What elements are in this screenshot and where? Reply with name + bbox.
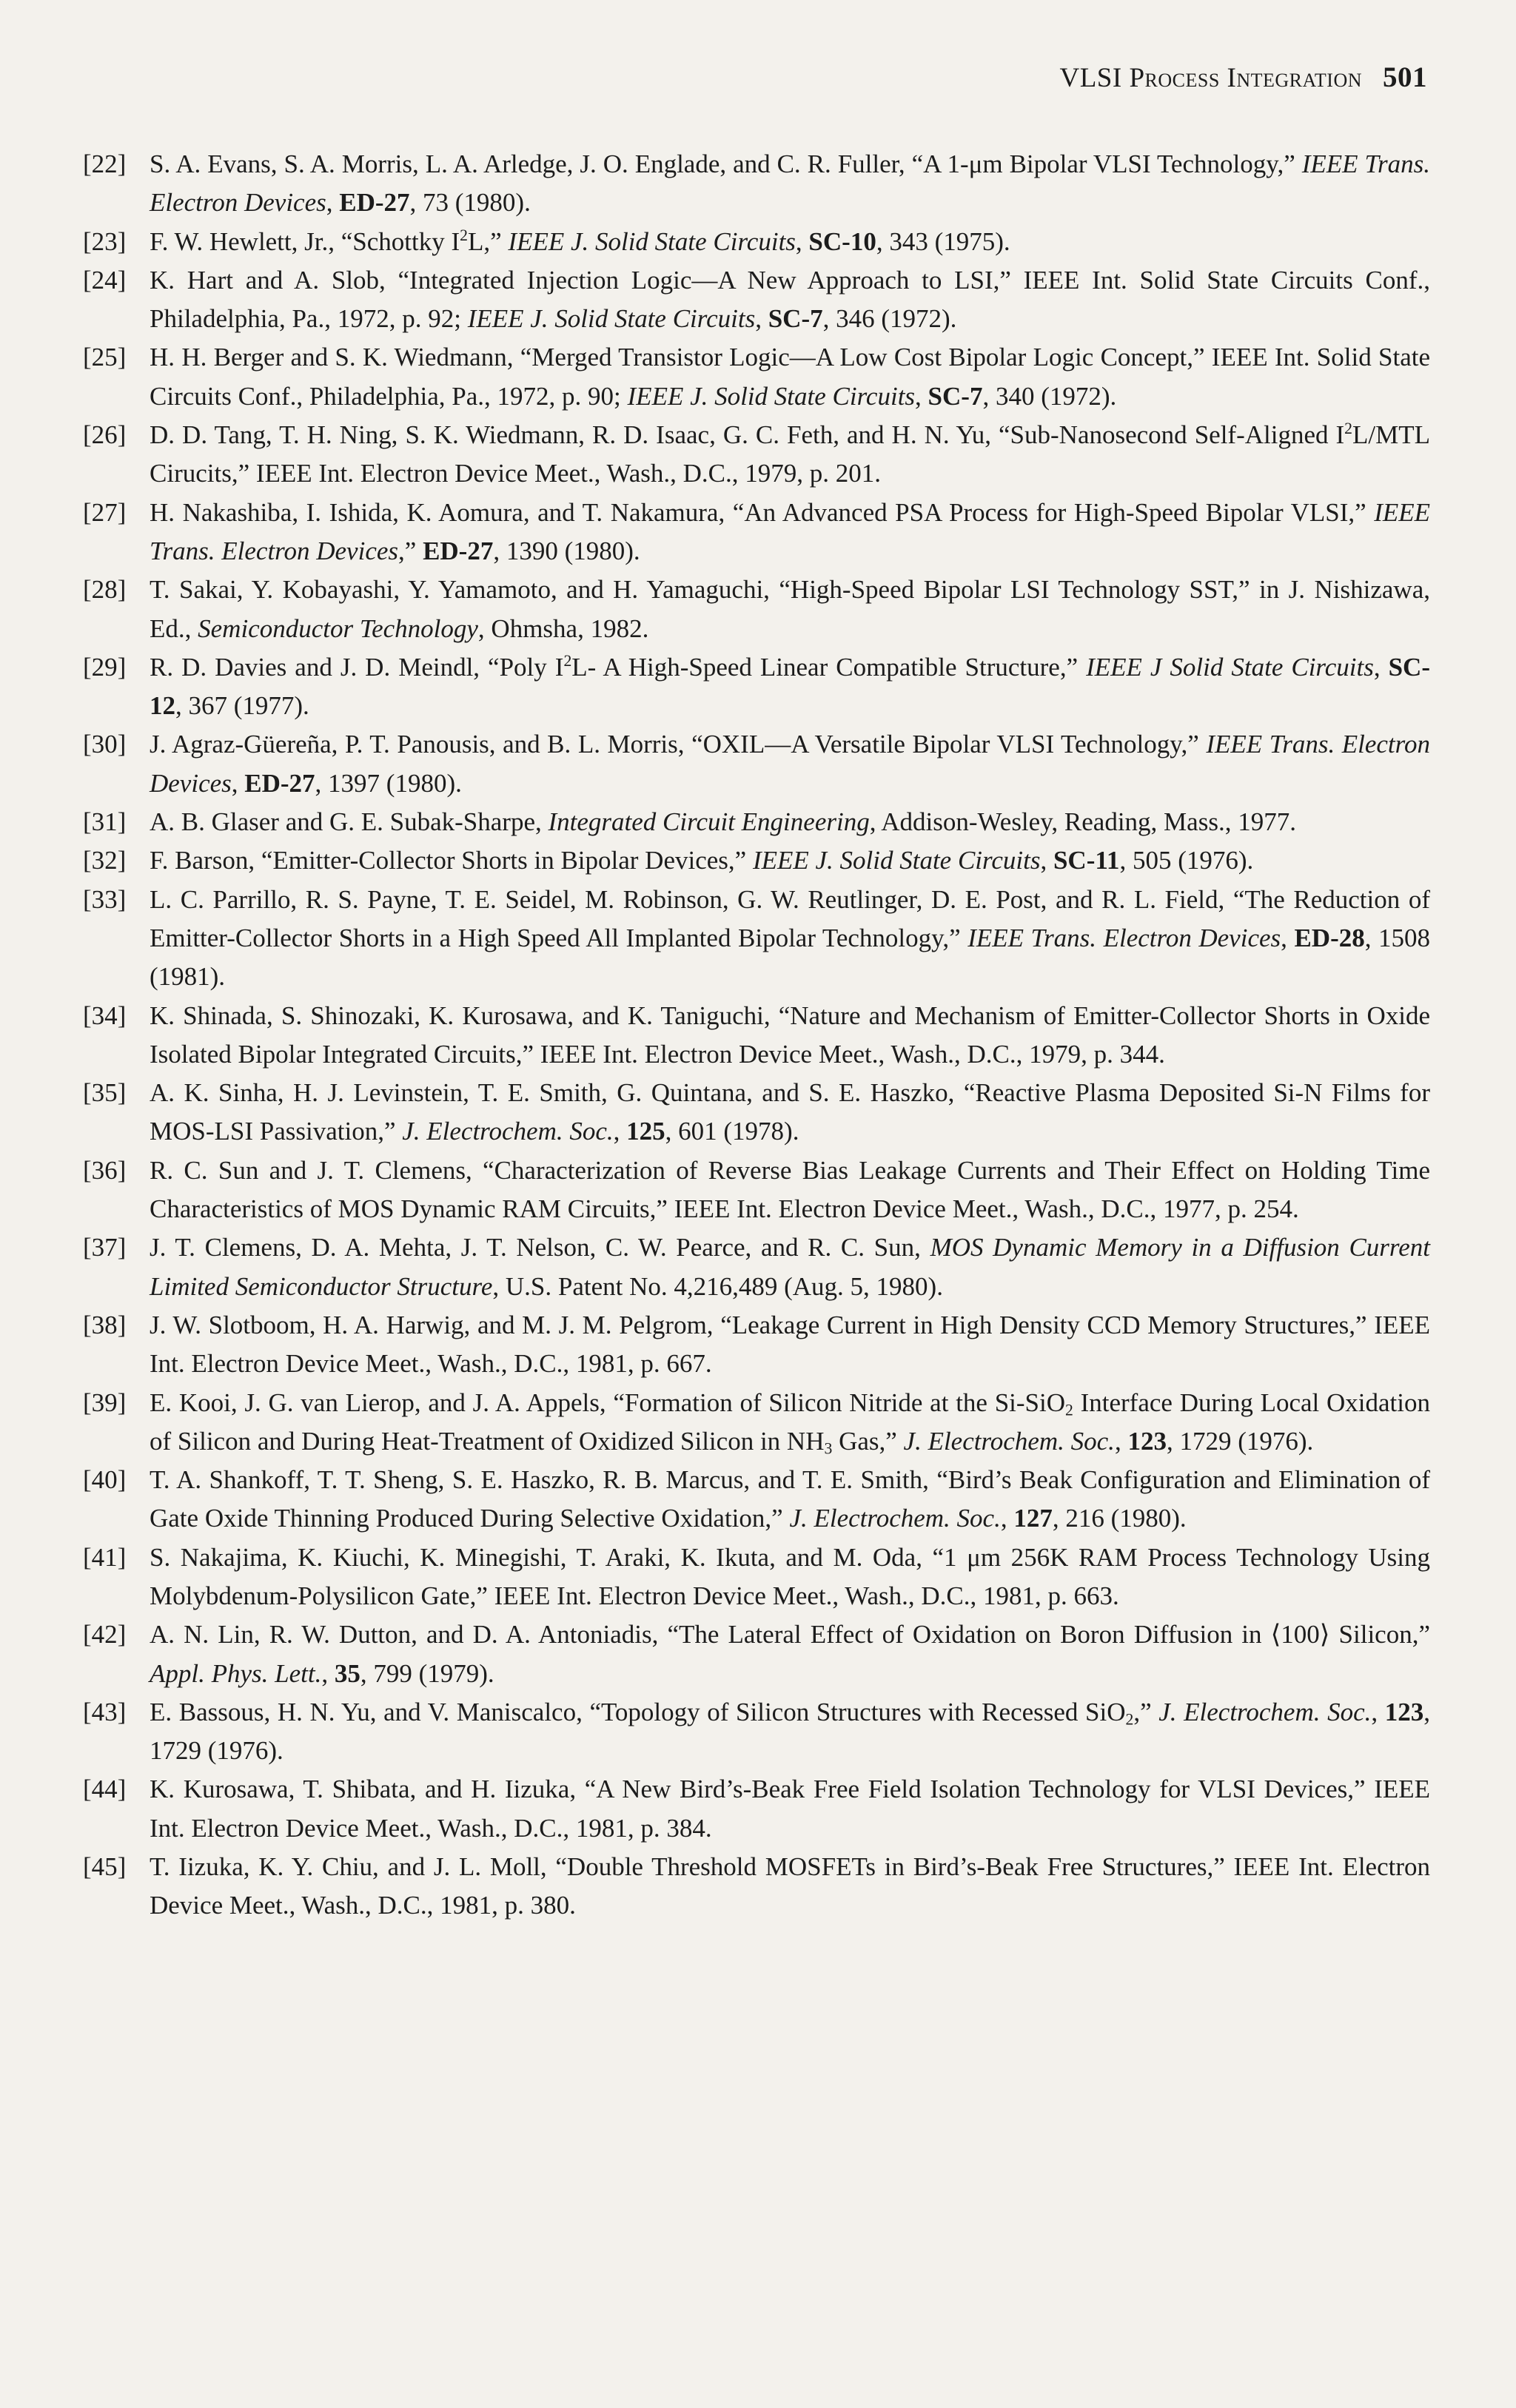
reference-text-segment: T. A. Shankoff, T. T. Sheng, S. E. Haszko, R. B. Marcus, and T. E. Smith, “Bird’s Beak Configuration and Elimination of Gate Oxide Thinning Produced During Selective Oxidation,” xyxy=(150,1465,1430,1533)
reference-entry xyxy=(83,1384,1430,1462)
reference-text xyxy=(150,653,1430,720)
reference-text-segment: , xyxy=(1371,1697,1385,1726)
reference-text-segment: L,” xyxy=(467,226,509,256)
reference-number: [44] xyxy=(83,1775,127,1804)
reference-text-segment: , Addison-Wesley, Reading, Mass., 1977. xyxy=(869,807,1296,837)
reference-text-segment: J. W. Slotboom, H. A. Harwig, and M. J. M. Pelgrom, “Leakage Current in High Density CCD Memory Structures,” IEEE Int. Electron Device Meet., Wash., D.C., 1981, p. 667. xyxy=(150,1310,1430,1379)
reference-text-segment: 2 xyxy=(563,651,572,670)
reference-number: [40] xyxy=(83,1465,127,1495)
reference-text-segment: , U.S. Patent No. 4,216,489 (Aug. 5, 1980). xyxy=(492,1271,943,1301)
reference-text-segment: K. Shinada, S. Shinozaki, K. Kurosawa, and K. Taniguchi, “Nature and Mechanism of Emitter-Collector Shorts in Oxide Isolated Bipolar Integrated Circuits,” IEEE Int. Electron Device Meet., Wash., D.C., 1979, p. 344. xyxy=(150,1000,1430,1069)
reference-text-segment: Interface During Local Oxidation of Silicon and During Heat-Treatment of Oxidized Silicon in NH xyxy=(150,1388,1431,1456)
reference-text-segment: J. Electrochem. Soc. xyxy=(789,1504,1001,1533)
reference-number: [39] xyxy=(83,1388,127,1417)
reference-text xyxy=(150,227,1010,256)
reference-text-segment: A. B. Glaser and G. E. Subak-Sharpe, xyxy=(150,807,549,837)
reference-text-segment: 3 xyxy=(824,1439,833,1458)
reference-text-segment: R. D. Davies and J. D. Meindl, “Poly I xyxy=(150,652,564,682)
reference-text-segment: IEEE Trans. Electron Devices xyxy=(150,730,1430,798)
reference-text-segment: IEEE J. Solid State Circuits xyxy=(752,846,1041,875)
reference-text xyxy=(150,1001,1430,1069)
reference-number: [35] xyxy=(83,1078,127,1108)
reference-text-segment: , 505 (1976). xyxy=(1119,846,1254,875)
reference-text-segment: 123 xyxy=(1127,1426,1167,1456)
reference-text-segment: Semiconductor Technology xyxy=(198,613,478,643)
reference-entry xyxy=(83,1228,1430,1306)
reference-entry xyxy=(83,1693,1430,1771)
reference-text-segment: T. Iizuka, K. Y. Chiu, and J. L. Moll, “Double Threshold MOSFETs in Bird’s-Beak Free Structures,” IEEE Int. Electron Device Meet., Wash., D.C., 1981, p. 380. xyxy=(150,1852,1430,1920)
reference-text-segment: S. Nakajima, K. Kiuchi, K. Minegishi, T. Araki, K. Ikuta, and M. Oda, “1 μm 256K RAM Process Technology Using Molybdenum-Polysilicon Gate,” IEEE Int. Electron Device Meet., Wash., D.C., 1981, p. 663. xyxy=(150,1542,1430,1610)
reference-text-segment: SC-7 xyxy=(768,304,823,334)
reference-number: [36] xyxy=(83,1155,127,1185)
reference-text-segment: IEEE Trans. Electron Devices xyxy=(967,923,1281,952)
reference-text-segment: J. Electrochem. Soc. xyxy=(903,1426,1115,1456)
reference-text xyxy=(150,1543,1430,1610)
reference-number: [41] xyxy=(83,1542,127,1572)
reference-text-segment: F. W. Hewlett, Jr., “Schottky I xyxy=(150,226,460,256)
reference-text-segment: J. Agraz-Güereña, P. T. Panousis, and B. L. Morris, “OXIL—A Versatile Bipolar VLSI Technology,” xyxy=(150,730,1207,759)
reference-text-segment: 2 xyxy=(1125,1710,1134,1729)
reference-number: [33] xyxy=(83,884,127,914)
reference-text-segment: SC-7 xyxy=(928,381,983,411)
reference-number: [27] xyxy=(83,497,127,527)
reference-text-segment: MOS Dynamic Memory in a Diffusion Current Limited Semiconductor Structure xyxy=(150,1233,1430,1301)
reference-text xyxy=(150,1775,1430,1842)
reference-text-segment: , 601 (1978). xyxy=(665,1117,799,1146)
reference-text-segment: ED-27 xyxy=(423,536,494,565)
reference-text-segment: L- A High-Speed Linear Compatible Structure,” xyxy=(571,652,1087,682)
reference-number: [26] xyxy=(83,420,127,450)
reference-text-segment: 2 xyxy=(1344,420,1353,438)
reference-text-segment: , 367 (1977). xyxy=(175,691,309,721)
reference-text xyxy=(150,1233,1430,1300)
reference-entry xyxy=(83,725,1430,803)
reference-text-segment: , xyxy=(231,768,245,798)
reference-number: [43] xyxy=(83,1697,127,1726)
reference-number: [24] xyxy=(83,265,127,295)
reference-text-segment: K. Hart and A. Slob, “Integrated Injection Logic—A New Approach to LSI,” IEEE Int. Solid State Circuits Conf., Philadelphia, Pa., 1972, p. 92; xyxy=(150,265,1430,334)
reference-text-segment: , xyxy=(1000,1504,1014,1533)
reference-text-segment: ED-27 xyxy=(244,768,315,798)
reference-text-segment: , xyxy=(1373,652,1389,682)
reference-text-segment: ,” xyxy=(1133,1697,1159,1726)
reference-text-segment: S. A. Evans, S. A. Morris, L. A. Arledge, J. O. Englade, and C. R. Fuller, “A 1-μm Bipolar VLSI Technology,” xyxy=(150,149,1302,178)
reference-entry xyxy=(83,261,1430,339)
reference-entry xyxy=(83,1306,1430,1384)
reference-text-segment: D. D. Tang, T. H. Ning, S. K. Wiedmann, R. D. Isaac, G. C. Feth, and H. N. Yu, “Sub-Nanosecond Self-Aligned I xyxy=(150,420,1345,450)
running-header-title: VLSI Process Integration xyxy=(1059,63,1362,93)
reference-number: [42] xyxy=(83,1620,127,1649)
reference-number: [45] xyxy=(83,1852,127,1882)
reference-text-segment: SC-11 xyxy=(1053,846,1120,875)
reference-text xyxy=(150,1388,1430,1456)
reference-entry xyxy=(83,1074,1430,1151)
reference-entry xyxy=(83,571,1430,648)
reference-text-segment: K. Kurosawa, T. Shibata, and H. Iizuka, “A New Bird’s-Beak Free Field Isolation Technology for VLSI Devices,” IEEE Int. Electron Device Meet., Wash., D.C., 1981, p. 384. xyxy=(150,1775,1430,1843)
reference-text-segment: , xyxy=(1040,846,1053,875)
reference-entry xyxy=(83,494,1430,571)
reference-entry xyxy=(83,1770,1430,1848)
reference-text-segment: IEEE Trans. Electron Devices xyxy=(150,149,1431,218)
reference-text xyxy=(150,1698,1430,1765)
reference-text-segment: ED-28 xyxy=(1294,923,1365,952)
reference-text-segment: , 1508 (1981). xyxy=(150,923,1431,992)
reference-text-segment: L. C. Parrillo, R. S. Payne, T. E. Seidel, M. Robinson, G. W. Reutlinger, D. E. Post, and R. L. Field, “The Reduction of Emitter-Collector Shorts in a High Speed All Implanted Bipolar Technology,” xyxy=(150,884,1430,952)
running-header xyxy=(1059,61,1427,94)
reference-number: [23] xyxy=(83,226,127,256)
reference-number: [30] xyxy=(83,730,127,759)
reference-text-segment: , 73 (1980). xyxy=(409,188,531,218)
reference-list xyxy=(83,145,1430,1926)
reference-text xyxy=(150,420,1430,488)
reference-number: [28] xyxy=(83,575,127,605)
reference-text-segment: J. Electrochem. Soc. xyxy=(1158,1697,1372,1726)
reference-text-segment: J. T. Clemens, D. A. Mehta, J. T. Nelson, C. W. Pearce, and R. C. Sun, xyxy=(150,1233,930,1262)
reference-text-segment: , 346 (1972). xyxy=(822,304,957,334)
reference-text xyxy=(150,575,1430,642)
reference-text-segment: , 1729 (1976). xyxy=(150,1697,1430,1766)
reference-text-segment: 2 xyxy=(1065,1400,1073,1419)
reference-text-segment: , xyxy=(613,1117,627,1146)
reference-entry xyxy=(83,648,1430,726)
reference-text xyxy=(150,498,1430,565)
reference-text-segment: 123 xyxy=(1384,1697,1424,1726)
reference-text-segment: , 340 (1972). xyxy=(982,381,1117,411)
reference-text-segment: SC-12 xyxy=(150,652,1430,721)
reference-number: [29] xyxy=(83,652,127,682)
reference-text xyxy=(150,149,1430,217)
reference-text-segment: , Ohmsha, 1982. xyxy=(477,613,649,643)
reference-text-segment: , xyxy=(326,188,340,218)
reference-number: [25] xyxy=(83,343,127,372)
reference-text-segment: T. Sakai, Y. Kobayashi, Y. Yamamoto, and H. Yamaguchi, “High-Speed Bipolar LSI Technology SST,” in J. Nishizawa, Ed., xyxy=(150,575,1430,643)
reference-number: [38] xyxy=(83,1310,127,1339)
reference-text-segment: A. K. Sinha, H. J. Levinstein, T. E. Smith, G. Quintana, and S. E. Haszko, “Reactive Plasma Deposited Si-N Films for MOS-LSI Passivation,” xyxy=(150,1078,1430,1146)
reference-entry xyxy=(83,803,1430,841)
reference-entry xyxy=(83,1461,1430,1538)
reference-text-segment: IEEE J. Solid State Circuits xyxy=(627,381,916,411)
reference-text-segment: , 216 (1980). xyxy=(1052,1504,1187,1533)
reference-text-segment: Appl. Phys. Lett. xyxy=(150,1658,322,1688)
reference-text-segment: , 799 (1979). xyxy=(360,1658,494,1688)
reference-number: [22] xyxy=(83,149,127,178)
reference-entry xyxy=(83,1615,1430,1693)
reference-text-segment: E. Bassous, H. N. Yu, and V. Maniscalco, “Topology of Silicon Structures with Recessed SiO xyxy=(150,1697,1126,1726)
page-number: 501 xyxy=(1383,61,1427,93)
reference-text-segment: E. Kooi, J. G. van Lierop, and J. A. Appels, “Formation of Silicon Nitride at the Si-SiO xyxy=(150,1388,1066,1417)
reference-entry xyxy=(83,881,1430,997)
reference-text-segment: 35 xyxy=(334,1658,360,1688)
reference-text-segment: 2 xyxy=(460,226,468,244)
reference-text-segment: SC-10 xyxy=(808,226,876,256)
reference-entry xyxy=(83,1538,1430,1616)
reference-text xyxy=(150,266,1430,333)
reference-text-segment: J. Electrochem. Soc. xyxy=(402,1117,614,1146)
reference-text-segment: , 1390 (1980). xyxy=(493,536,640,565)
reference-text xyxy=(150,343,1430,410)
reference-text-segment: Gas,” xyxy=(832,1426,904,1456)
reference-text-segment: , 1397 (1980). xyxy=(315,768,462,798)
reference-text xyxy=(150,1620,1430,1687)
reference-text-segment: IEEE J. Solid State Circuits xyxy=(467,304,756,334)
reference-number: [31] xyxy=(83,807,127,837)
reference-text-segment: ,” xyxy=(398,536,423,565)
reference-text-segment: IEEE J Solid State Circuits xyxy=(1086,652,1374,682)
reference-text xyxy=(150,1465,1430,1533)
reference-text-segment: H. Nakashiba, I. Ishida, K. Aomura, and T. Nakamura, “An Advanced PSA Process for High-Speed Bipolar VLSI,” xyxy=(150,497,1375,527)
reference-text xyxy=(150,1078,1430,1146)
reference-text xyxy=(150,1311,1430,1378)
reference-text-segment: , xyxy=(755,304,768,334)
reference-text-segment: , xyxy=(795,226,809,256)
reference-entry xyxy=(83,338,1430,416)
reference-entry xyxy=(83,145,1430,223)
reference-text-segment: , xyxy=(915,381,928,411)
reference-entry xyxy=(83,1151,1430,1229)
reference-text-segment: , xyxy=(1114,1426,1128,1456)
reference-text-segment: Integrated Circuit Engineering xyxy=(548,807,870,837)
reference-text xyxy=(150,1156,1430,1223)
reference-entry xyxy=(83,223,1430,261)
reference-text xyxy=(150,885,1430,992)
reference-number: [32] xyxy=(83,846,127,875)
reference-entry xyxy=(83,997,1430,1074)
reference-text xyxy=(150,807,1296,836)
reference-entry xyxy=(83,841,1430,880)
reference-text xyxy=(150,730,1430,797)
reference-text-segment: R. C. Sun and J. T. Clemens, “Characterization of Reverse Bias Leakage Currents and Their Effect on Holding Time Characteristics of MOS Dynamic RAM Circuits,” IEEE Int. Electron Device Meet., Wash., D.C., 1977, p. 254. xyxy=(150,1155,1430,1224)
reference-text-segment: F. Barson, “Emitter-Collector Shorts in Bipolar Devices,” xyxy=(150,846,753,875)
reference-text xyxy=(150,1852,1430,1920)
reference-text-segment: IEEE Trans. Electron Devices xyxy=(150,497,1430,565)
reference-text-segment: H. H. Berger and S. K. Wiedmann, “Merged Transistor Logic—A Low Cost Bipolar Logic Concept,” IEEE Int. Solid State Circuits Conf., Philadelphia, Pa., 1972, p. 90; xyxy=(150,343,1430,411)
reference-text xyxy=(150,846,1253,875)
reference-entry xyxy=(83,416,1430,494)
reference-text-segment: , xyxy=(321,1658,335,1688)
reference-text-segment: , 343 (1975). xyxy=(876,226,1010,256)
reference-number: [37] xyxy=(83,1233,127,1262)
reference-text-segment: 125 xyxy=(626,1117,665,1146)
reference-text-segment: A. N. Lin, R. W. Dutton, and D. A. Antoniadis, “The Lateral Effect of Oxidation on Boron Diffusion in ⟨100⟩ Silicon,” xyxy=(150,1620,1430,1649)
reference-entry xyxy=(83,1848,1430,1926)
reference-text-segment: , 1729 (1976). xyxy=(1166,1426,1314,1456)
reference-text-segment: L/MTL Cirucits,” IEEE Int. Electron Device Meet., Wash., D.C., 1979, p. 201. xyxy=(150,420,1430,488)
reference-number: [34] xyxy=(83,1000,127,1030)
reference-text-segment: 127 xyxy=(1013,1504,1053,1533)
reference-text-segment: ED-27 xyxy=(339,188,410,218)
reference-text-segment: IEEE J. Solid State Circuits xyxy=(508,226,796,256)
reference-text-segment: , xyxy=(1281,923,1295,952)
